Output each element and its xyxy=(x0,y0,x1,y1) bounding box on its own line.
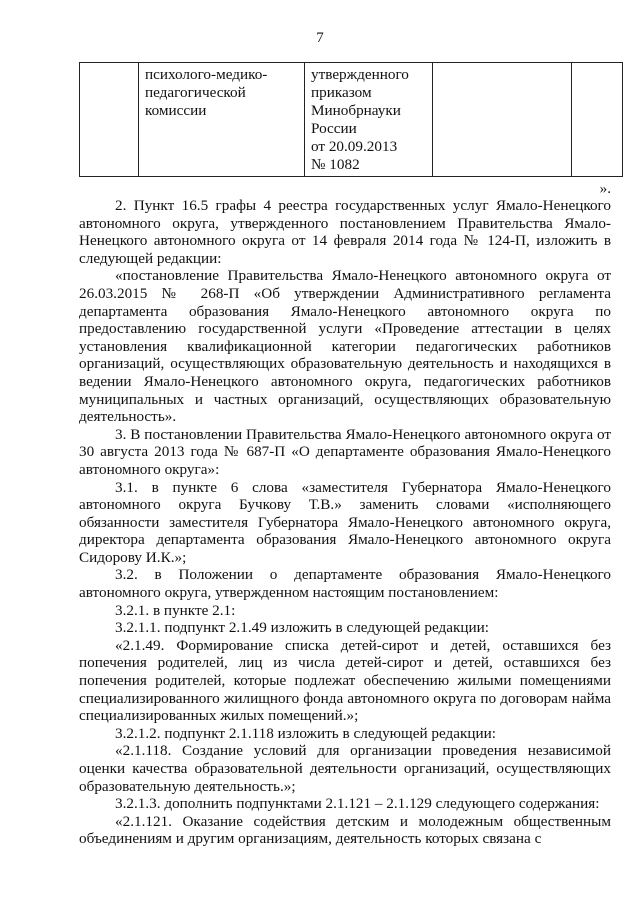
paragraph-3-2-1-3: 3.2.1.3. дополнить подпунктами 2.1.121 – 2.1.129 следующего содержания: xyxy=(115,795,600,813)
table-cell-number xyxy=(80,63,139,177)
closing-quote: ». xyxy=(599,180,611,197)
table-cell-name xyxy=(139,63,305,177)
paragraph-2-1-118: «2.1.118. Создание условий для организации проведения независимой оценки качества образовательной деятельности организаций, осуществляющих образовательную деятельность.»; xyxy=(79,742,611,795)
paragraph-2-quote: «постановление Правительства Ямало-Ненецкого автономного округа от 26.03.2015 № 268-П «Об утверждении Административного регламента департамента образования Ямало-Ненецкого автономного округа по предоставлению государственной услуги «Проведение аттестации в целях установления квалификационной категории педагогических работников организаций, осуществляющих образовательную деятельность и находящихся в ведении Ямало-Ненецкого автономного округа, педагогических работников муниципальных и частных организаций, осуществляющих образовательную деятельность». xyxy=(79,267,611,426)
page-number: 7 xyxy=(316,30,324,46)
cell-line: психолого-медико- xyxy=(145,66,268,83)
paragraph-3: 3. В постановлении Правительства Ямало-Ненецкого автономного округа от 30 августа 2013 года № 687-П «О департаменте образования Ямало-Ненецкого автономного округа»: xyxy=(79,425,611,478)
cell-line: утвержденного xyxy=(311,66,409,83)
cell-line: от 20.09.2013 xyxy=(311,138,398,155)
paragraph-3-2: 3.2. в Положении о департаменте образования Ямало-Ненецкого автономного округа, утвержденном настоящим постановлением: xyxy=(79,566,611,602)
paragraph-3-2-1: 3.2.1. в пункте 2.1: xyxy=(115,601,236,619)
cell-lines xyxy=(311,66,426,174)
paragraph-2-1-49: «2.1.49. Формирование списка детей-сирот и детей, оставшихся без попечения родителей, лиц из числа детей-сирот и детей, оставшихся без попечения родителей, которые подлежат обеспечению жилыми помещениями специализированного жилищного фонда автономного округа по договорам найма специализированных жилых помещений.»; xyxy=(79,636,611,725)
cell-line: приказом xyxy=(311,84,372,101)
cell-line: Минобрнауки xyxy=(311,102,401,119)
table-row xyxy=(80,63,623,177)
table-cell-empty xyxy=(572,63,623,177)
paragraph-3-2-1-1: 3.2.1.1. подпункт 2.1.49 изложить в следующей редакции: xyxy=(115,619,489,637)
services-table xyxy=(79,62,623,177)
cell-line: комиссии xyxy=(145,102,207,119)
document-body xyxy=(79,180,611,848)
cell-lines xyxy=(145,66,298,120)
paragraph-3-1: 3.1. в пункте 6 слова «заместителя Губернатора Ямало-Ненецкого автономного округа Бучкову Т.В.» заменить словами «исполняющего обязанности заместителя Губернатора Ямало-Ненецкого автономного округа, директора департамента образования Ямало-Ненецкого автономного округа Сидорову И.К.»; xyxy=(79,478,611,566)
paragraph-3-2-1-2: 3.2.1.2. подпункт 2.1.118 изложить в следующей редакции: xyxy=(115,724,496,742)
cell-line: № 1082 xyxy=(311,156,360,173)
cell-line: педагогической xyxy=(145,84,246,101)
table-cell-basis xyxy=(305,63,433,177)
paragraph-2-1-121: «2.1.121. Оказание содействия детским и молодежным общественным объединениям и другим организациям, деятельность которых связана с xyxy=(79,812,611,848)
table-cell-empty xyxy=(433,63,572,177)
paragraph-2: 2. Пункт 16.5 графы 4 реестра государственных услуг Ямало-Ненецкого автономного округа, утвержденного постановлением Правительства Ямало-Ненецкого автономного округа от 14 февраля 2014 года № 124-П, изложить в следующей редакции: xyxy=(79,197,611,267)
cell-line: России xyxy=(311,120,357,137)
